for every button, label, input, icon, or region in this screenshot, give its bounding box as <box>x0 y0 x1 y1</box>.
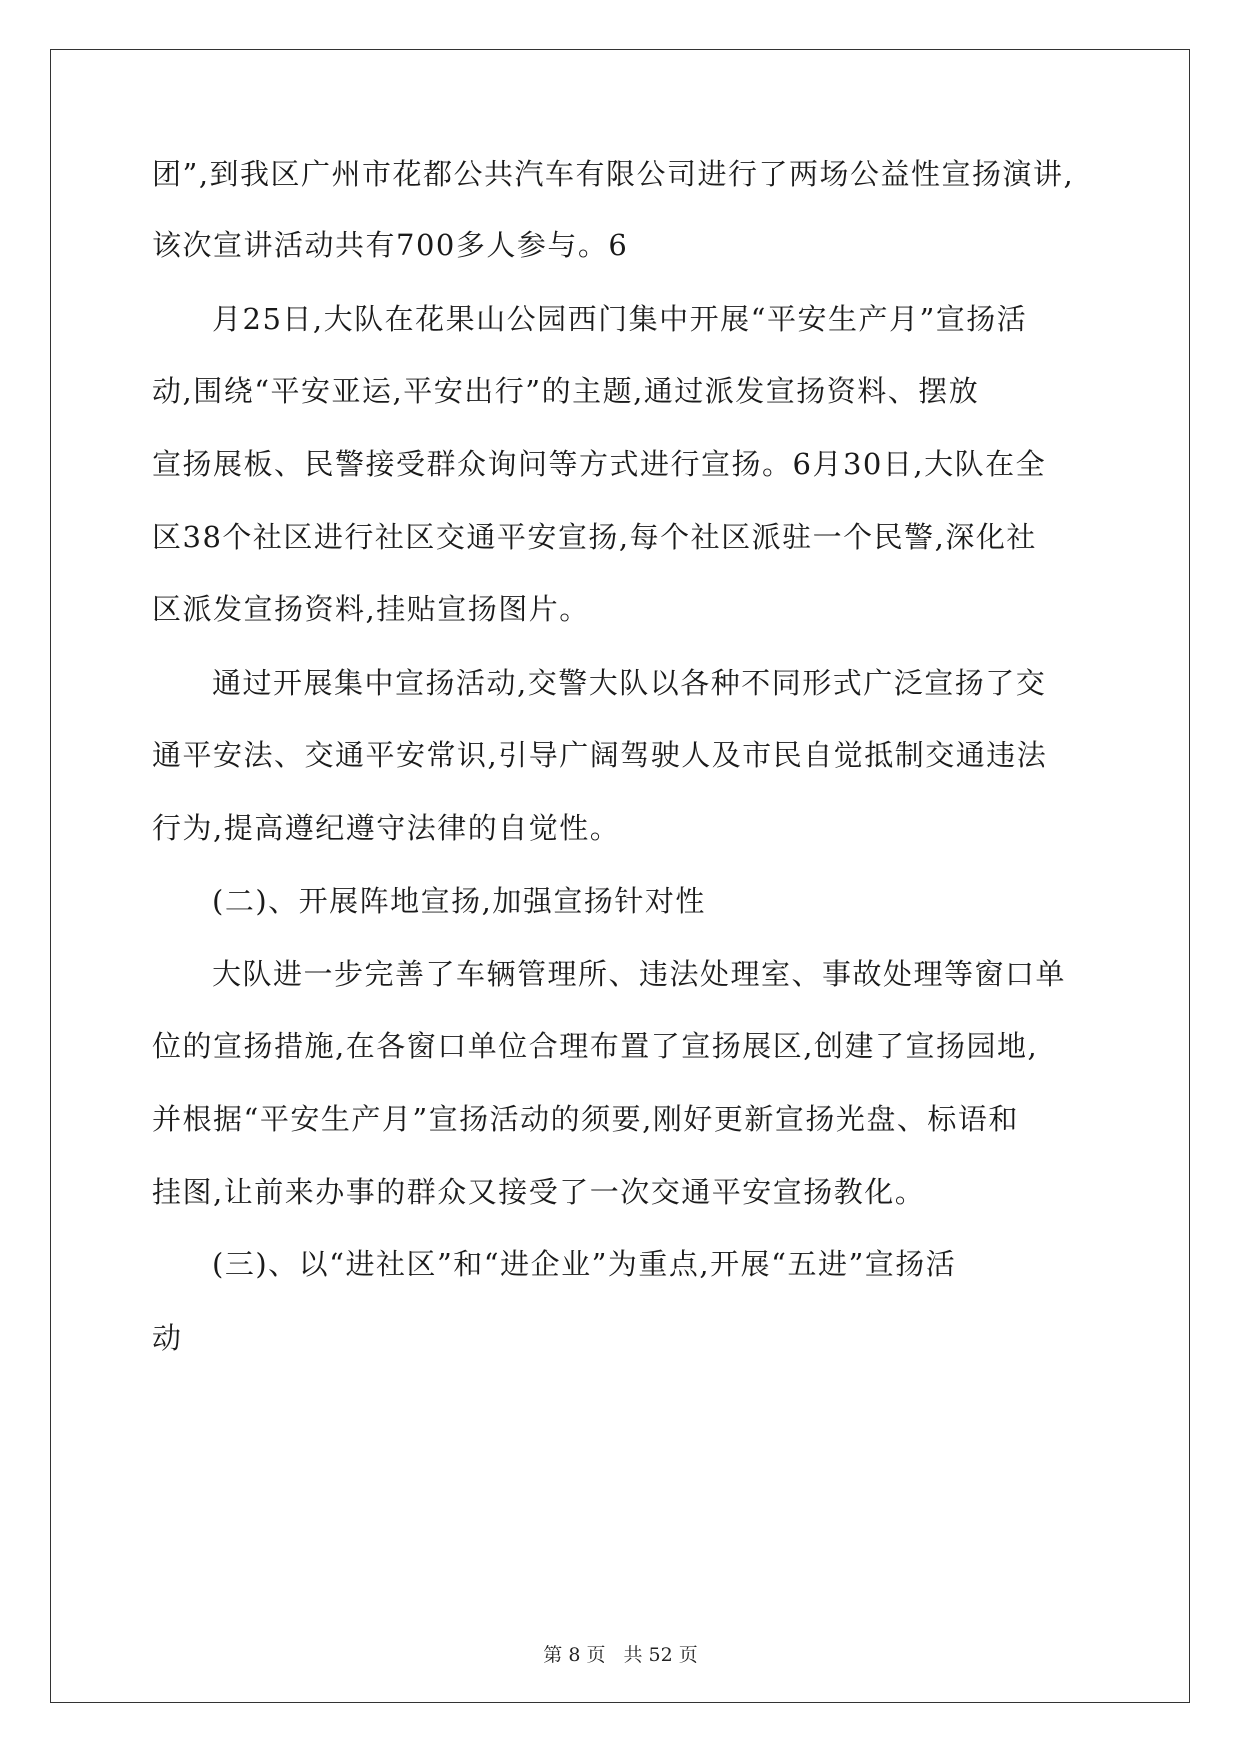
body-line: 团”,到我区广州市花都公共汽车有限公司进行了两场公益性宣扬演讲, <box>152 157 1075 191</box>
section-heading: (三)、以“进社区”和“进企业”为重点,开展“五进”宣扬活 <box>212 1247 957 1281</box>
body-line: 动,围绕“平安亚运,平安出行”的主题,通过派发宣扬资料、摆放 <box>152 374 980 408</box>
body-line: 该次宣讲活动共有700多人参与。6 <box>152 228 629 262</box>
body-line: 大队进一步完善了车辆管理所、违法处理室、事故处理等窗口单 <box>212 957 1067 991</box>
page-total: 共 52 页 <box>623 1644 698 1666</box>
body-line: 宣扬展板、民警接受群众询问等方式进行宣扬。6月30日,大队在全 <box>152 447 1047 481</box>
body-line: 并根据“平安生产月”宣扬活动的须要,刚好更新宣扬光盘、标语和 <box>152 1102 1019 1136</box>
body-line: 区派发宣扬资料,挂贴宣扬图片。 <box>152 592 590 626</box>
body-line: 挂图,让前来办事的群众又接受了一次交通平安宣扬教化。 <box>152 1175 926 1209</box>
section-heading: (二)、开展阵地宣扬,加强宣扬针对性 <box>212 884 706 918</box>
body-line: 动 <box>152 1321 183 1355</box>
body-line: 通过开展集中宣扬活动,交警大队以各种不同形式广泛宣扬了交 <box>212 666 1047 700</box>
body-line: 区38个社区进行社区交通平安宣扬,每个社区派驻一个民警,深化社 <box>152 520 1037 554</box>
page-footer <box>0 1643 1241 1667</box>
body-line: 行为,提高遵纪遵守法律的自觉性。 <box>152 811 621 845</box>
body-line: 位的宣扬措施,在各窗口单位合理布置了宣扬展区,创建了宣扬园地, <box>152 1029 1039 1063</box>
body-line: 通平安法、交通平安常识,引导广阔驾驶人及市民自觉抵制交通违法 <box>152 738 1048 772</box>
page-number: 第 8 页 <box>543 1644 606 1666</box>
page-border <box>50 49 1190 1703</box>
body-line: 月25日,大队在花果山公园西门集中开展“平安生产月”宣扬活 <box>212 302 1028 336</box>
